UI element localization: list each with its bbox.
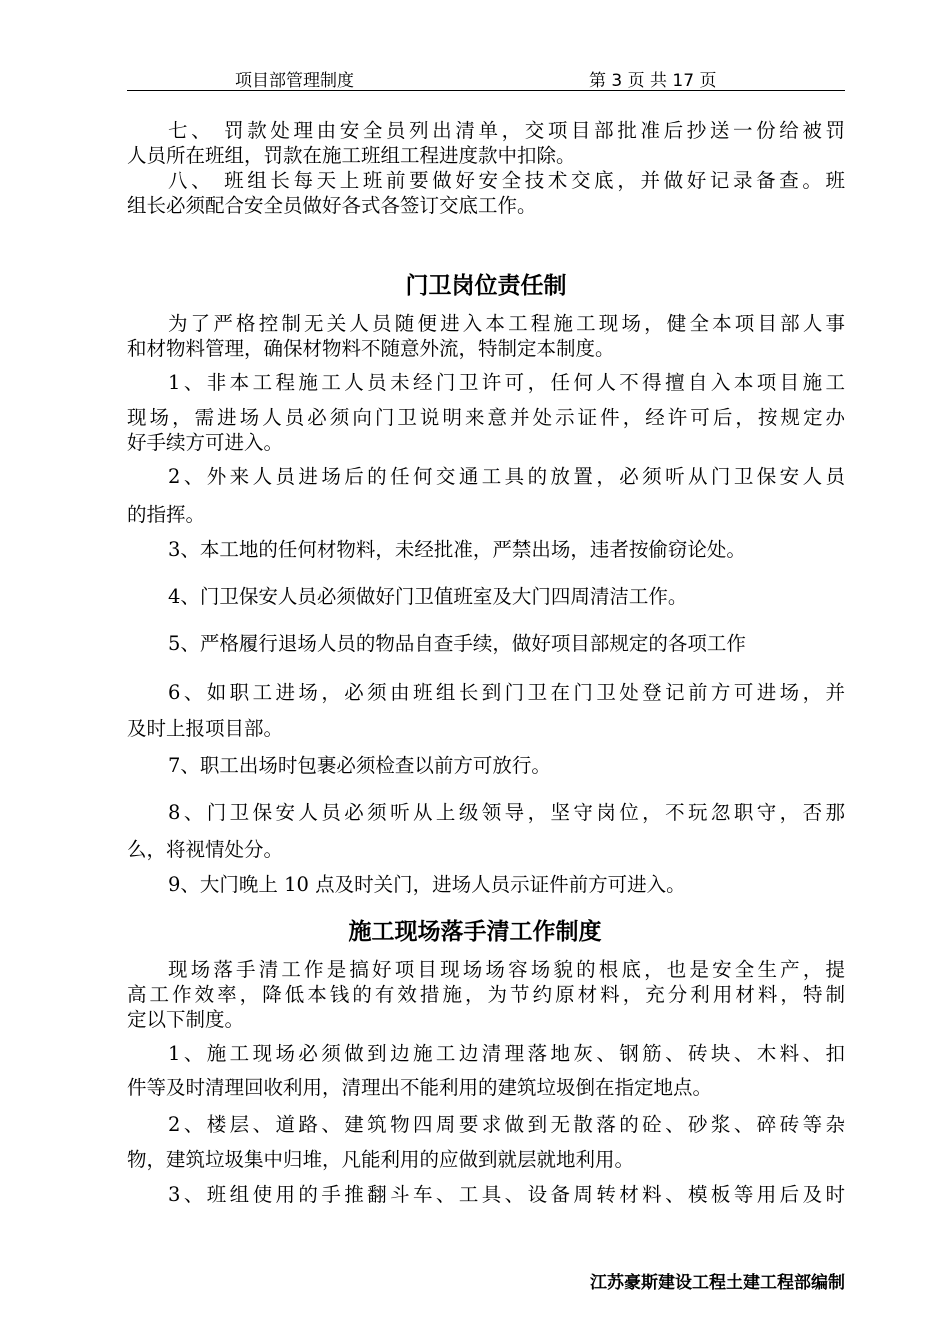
paragraph-line: 八、 班组长每天上班前要做好安全技术交底，并做好记录备查。班 [168, 169, 845, 192]
page-header [127, 62, 845, 91]
paragraph-line: 9、大门晚上 10 点及时关门，进场人员示证件前方可进入。 [168, 873, 686, 896]
paragraph-line: 七、 罚款处理由安全员列出清单，交项目部批准后抄送一份给被罚 [168, 119, 845, 142]
paragraph-line: 及时上报项目部。 [127, 717, 284, 740]
paragraph-line: 2、外来人员进场后的任何交通工具的放置，必须听从门卫保安人员 [168, 465, 845, 488]
section-title-site-cleanup: 施工现场落手清工作制度 [348, 919, 602, 945]
paragraph-line: 2、楼层、道路、建筑物四周要求做到无散落的砼、砂浆、碎砖等杂 [168, 1113, 845, 1136]
paragraph-line: 的指挥。 [127, 503, 206, 526]
paragraph-line: 3、班组使用的手推翻斗车、工具、设备周转材料、模板等用后及时 [168, 1183, 845, 1206]
paragraph-line: 1、施工现场必须做到边施工边清理落地灰、钢筋、砖块、木料、扣 [168, 1042, 845, 1065]
paragraph-line: 物，建筑垃圾集中归堆，凡能利用的应做到就层就地利用。 [127, 1148, 635, 1171]
paragraph-line: 5、严格履行退场人员的物品自查手续，做好项目部规定的各项工作 [168, 632, 746, 655]
paragraph-line: 定以下制度。 [127, 1008, 245, 1031]
paragraph-line: 和材物料管理，确保材物料不随意外流，特制定本制度。 [127, 337, 615, 360]
paragraph-line: 为了严格控制无关人员随便进入本工程施工现场，健全本项目部人事 [168, 312, 845, 335]
paragraph-line: 8、门卫保安人员必须听从上级领导，坚守岗位，不玩忽职守，否那 [168, 801, 845, 824]
header-title: 项目部管理制度 [235, 71, 354, 91]
paragraph-line: 6、如职工进场，必须由班组长到门卫在门卫处登记前方可进场，并 [168, 681, 845, 704]
paragraph-line: 3、本工地的任何材物料，未经批准，严禁出场，违者按偷窃论处。 [168, 538, 746, 561]
paragraph-line: 好手续方可进入。 [127, 431, 284, 454]
page-footer: 江苏豪斯建设工程土建工程部编制 [590, 1273, 845, 1293]
paragraph-line: 人员所在班组，罚款在施工班组工程进度款中扣除。 [127, 144, 576, 167]
paragraph-line: 高工作效率，降低本钱的有效措施，为节约原材料，充分利用材料，特制 [127, 983, 845, 1006]
paragraph-line: 现场落手清工作是搞好项目现场场容场貌的根底，也是安全生产，提 [168, 958, 845, 981]
paragraph-line: 7、职工出场时包裹必须检查以前方可放行。 [168, 754, 551, 777]
paragraph-line: 1、非本工程施工人员未经门卫许可，任何人不得擅自入本项目施工 [168, 371, 845, 394]
section-title-gatekeeper: 门卫岗位责任制 [405, 273, 567, 299]
paragraph-line: 组长必须配合安全员做好各式各签订交底工作。 [127, 194, 537, 217]
paragraph-line: 么，将视情处分。 [127, 838, 284, 861]
paragraph-line: 件等及时清理回收利用，清理出不能利用的建筑垃圾倒在指定地点。 [127, 1076, 713, 1099]
paragraph-line: 4、门卫保安人员必须做好门卫值班室及大门四周清洁工作。 [168, 585, 688, 608]
header-page-info: 第 3 页 共 17 页 [589, 71, 717, 91]
paragraph-line: 现场，需进场人员必须向门卫说明来意并处示证件，经许可后，按规定办 [127, 406, 845, 429]
